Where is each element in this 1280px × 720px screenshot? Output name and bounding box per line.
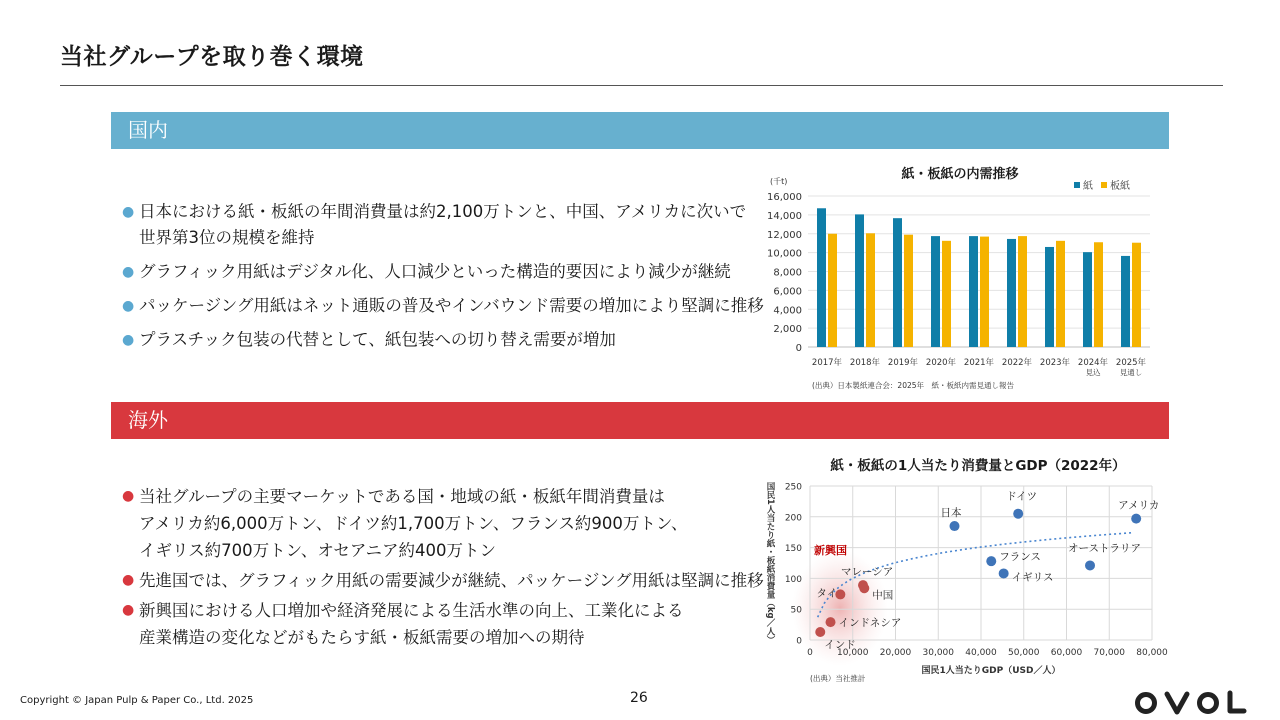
x-tick-sublabel: 見込 [1085,368,1101,377]
y-tick-label: 16,000 [767,192,802,203]
legend-label-1: 紙 [1083,181,1093,192]
overseas-section-header: 海外 [111,402,1169,439]
bullet-dot-icon: ● [122,298,135,314]
x-tick-label: 2025年 [1115,358,1147,368]
x-tick-label: 70,000 [1093,648,1125,658]
bullet-dot-icon: ● [122,488,135,504]
y-tick-label: 6,000 [773,286,802,298]
consumption-gdp-scatter-chart [758,450,1174,690]
x-tick-label: 2022年 [1001,358,1033,368]
x-tick-label: 60,000 [1050,648,1083,658]
bar-板紙-2021年 [980,237,989,347]
x-tick-label: 2023年 [1039,358,1071,368]
x-tick-label: 0 [807,648,813,658]
bar-板紙-2017年 [828,234,837,347]
bar-紙-2022年 [1007,239,1016,347]
overseas-bullet-2 [122,567,764,594]
x-tick-label: 30,000 [922,648,954,658]
copyright-notice: Copyright © Japan Pulp & Paper Co., Ltd. 2025 [20,695,254,706]
bullet-text-line: イギリス約700万トン、オセアニア約400万トン [139,541,497,560]
bullet-dot-icon: ● [122,572,135,588]
bullet-text-line: パッケージング用紙はネット通販の普及やインバウンド需要の増加により堅調に推移 [139,296,764,315]
point-label-日本: 日本 [940,507,962,520]
y-tick-label: 0 [795,343,802,354]
bar-紙-2020年 [931,236,940,347]
bar-紙-2024年 [1083,252,1092,347]
bullet-text-line: プラスチック包装の代替として、紙包装への切り替え需要が増加 [139,330,616,349]
page-number: 26 [630,690,648,706]
point-label-アメリカ: アメリカ [1118,499,1160,512]
bar-紙-2019年 [893,218,902,347]
bar-紙-2023年 [1045,247,1054,347]
x-tick-label: 10,000 [837,648,869,658]
x-tick-sublabel: 見通し [1119,368,1143,377]
scatter-point-日本 [949,521,959,531]
scatter-point-オーストラリア [1085,560,1095,570]
bar-板紙-2023年 [1056,241,1065,347]
scatter-point-アメリカ [1131,514,1141,524]
bullet-text-line: 当社グループの主要マーケットである国・地域の紙・板紙年間消費量は [139,487,665,506]
scatter-chart-title: 紙・板紙の1人当たり消費量とGDP（2022年） [830,458,1126,474]
bar-chart-title: 紙・板紙の内需推移 [901,167,1019,182]
point-label-インド: インド [824,638,856,651]
y-tick-label: 4,000 [773,305,802,317]
bar-板紙-2022年 [1018,236,1027,347]
bar-紙-2021年 [969,236,978,347]
page-title: 当社グループを取り巻く環境 [60,44,364,70]
x-tick-label: 2024年 [1077,358,1109,368]
scatter-point-ドイツ [1013,509,1023,519]
legend-swatch-2 [1101,182,1107,188]
bullet-text-line: 先進国では、グラフィック用紙の需要減少が継続、パッケージング用紙は堅調に推移 [139,571,764,590]
bullet-dot-icon: ● [122,602,135,618]
point-label-ドイツ: ドイツ [1006,490,1038,503]
bar-板紙-2025年 [1132,243,1141,347]
domestic-demand-bar-chart [760,158,1160,394]
y-tick-label: 14,000 [767,210,802,222]
x-tick-label: 2021年 [963,358,995,368]
scatter-point-中国 [859,583,869,593]
scatter-point-インド [815,627,825,637]
bar-紙-2025年 [1121,256,1130,347]
domestic-bullet-2 [122,259,752,285]
y-tick-label: 10,000 [767,248,802,260]
point-label-オーストラリア: オーストラリア [1068,542,1141,555]
x-tick-label: 20,000 [879,648,912,658]
y-tick-label: 250 [784,482,802,493]
y-tick-label: 8,000 [773,267,802,279]
x-tick-label: 50,000 [1008,648,1040,658]
scatter-point-インドネシア [826,617,836,627]
bullet-text-line: アメリカ約6,000万トン、ドイツ約1,700万トン、フランス約900万トン、 [139,514,688,533]
point-label-イギリス: イギリス [1011,571,1054,584]
x-tick-label: 2018年 [849,358,881,368]
bullet-dot-icon: ● [122,264,135,280]
bar-板紙-2024年 [1094,242,1103,347]
bullet-text-line: 新興国における人口増加や経済発展による生活水準の向上、工業化による [139,601,684,620]
ovol-logo [1134,689,1248,717]
bullet-text-line: 世界第3位の規模を維持 [139,228,315,247]
y-tick-label: 12,000 [767,229,802,241]
overseas-bullet-list [122,483,764,654]
bullet-text-line: 産業構造の変化などがもたらす紙・板紙需要の増加への期待 [139,628,585,647]
domestic-bullet-list [122,199,764,361]
legend-label-2: 板紙 [1110,181,1130,192]
bar-板紙-2019年 [904,235,913,347]
bar-chart-unit-label: (千t) [770,177,788,186]
emerging-market-label: 新興国 [814,544,847,557]
bar-chart-source: (出典）日本製紙連合会：2025年 紙・板紙内需見通し報告 [812,381,1015,390]
legend-swatch-1 [1074,182,1080,188]
bar-紙-2017年 [817,208,826,347]
scatter-point-フランス [986,556,996,566]
point-label-タイ: タイ [816,587,838,600]
bullet-dot-icon: ● [122,204,135,220]
domestic-bullet-3 [122,293,764,319]
point-label-マレーシア: マレーシア [841,566,894,579]
domestic-bullet-4 [122,327,752,353]
y-tick-label: 0 [796,636,802,647]
y-tick-label: 100 [784,574,802,585]
x-tick-label: 2020年 [925,358,957,368]
y-axis-label: 国民1人当たり紙・板紙消費量（kg／人） [765,481,775,645]
bullet-dot-icon: ● [122,332,135,348]
bar-紙-2018年 [855,214,864,347]
scatter-chart-source: (出典）当社推計 [810,674,866,683]
y-tick-label: 200 [784,513,802,524]
overseas-bullet-1 [122,483,752,564]
x-tick-label: 2017年 [811,358,843,368]
overseas-bullet-3 [122,597,752,651]
point-label-中国: 中国 [872,589,894,602]
y-tick-label: 50 [790,605,802,616]
bar-板紙-2018年 [866,233,875,347]
y-tick-label: 150 [784,544,802,555]
bullet-text-line: 日本における紙・板紙の年間消費量は約2,100万トンと、中国、アメリカに次いで [139,202,747,221]
point-label-インドネシア: インドネシア [838,617,902,630]
title-divider [60,85,1223,86]
x-tick-label: 40,000 [965,648,997,658]
domestic-bullet-1 [122,199,752,251]
scatter-point-イギリス [999,568,1009,578]
bar-板紙-2020年 [942,241,951,347]
domestic-section-header: 国内 [111,112,1169,149]
point-label-フランス: フランス [999,551,1041,564]
y-tick-label: 2,000 [773,324,802,336]
x-tick-label: 2019年 [887,358,919,368]
bullet-text-line: グラフィック用紙はデジタル化、人口減少といった構造的要因により減少が継続 [139,262,731,281]
x-tick-label: 80,000 [1136,648,1168,658]
x-axis-label: 国民1人当たりGDP（USD／人） [921,666,1061,676]
